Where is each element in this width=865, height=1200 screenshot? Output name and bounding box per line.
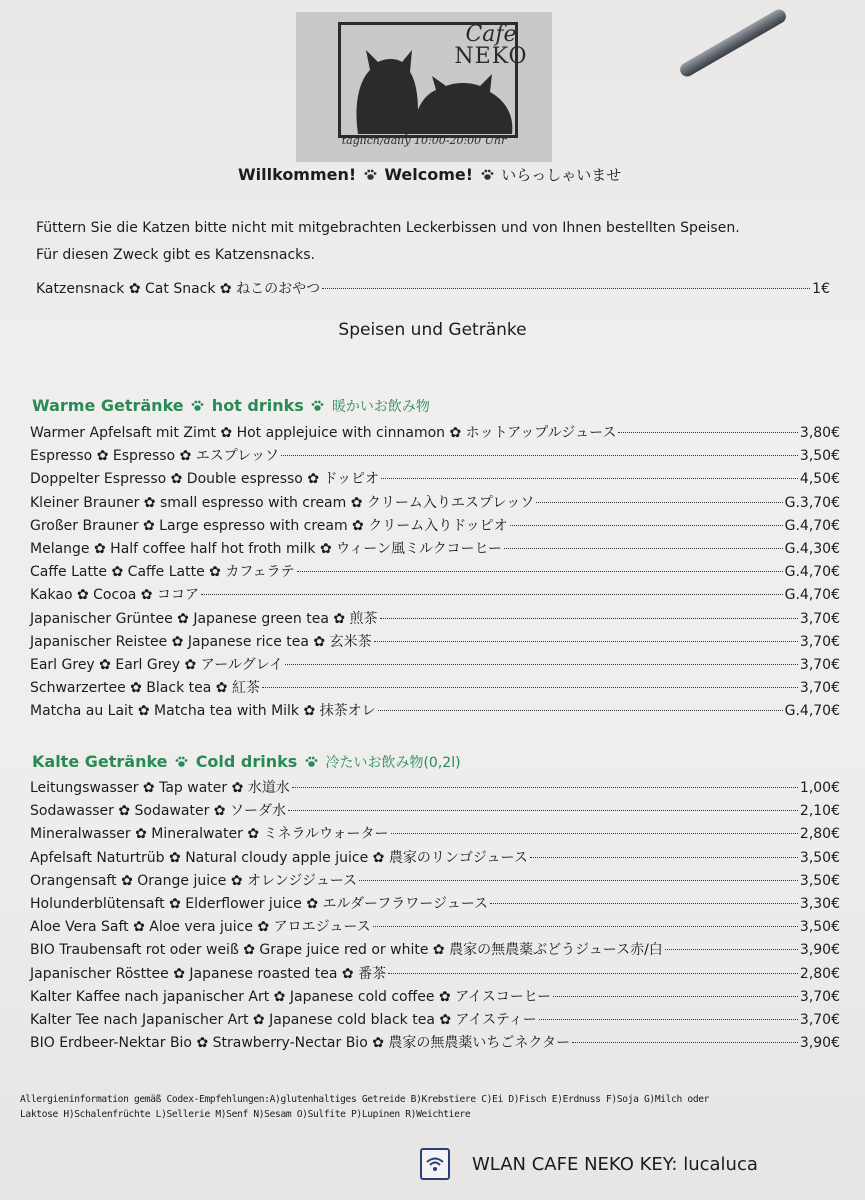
- item-price: G.4,30€: [784, 540, 840, 557]
- item-price: G.4,70€: [784, 564, 840, 581]
- menu-item-row: [30, 515, 840, 538]
- paw-icon: [175, 756, 188, 768]
- dot-leader: [381, 478, 798, 479]
- item-price: 3,90€: [799, 942, 840, 959]
- item-name: Orangensaft ✿ Orange juice ✿ オレンジジュース: [30, 872, 358, 889]
- menu-item-row: [30, 468, 840, 491]
- warm-drinks-heading: [32, 396, 430, 416]
- item-price: 3,70€: [799, 610, 840, 627]
- item-price: 2,80€: [799, 826, 840, 843]
- notice-line-1: Füttern Sie die Katzen bitte nicht mit mitgebrachten Leckerbissen und von Ihnen bestellten Speisen.: [36, 220, 740, 236]
- wlan-label: WLAN CAFE NEKO KEY:: [472, 1153, 678, 1175]
- cat-snack-row: [36, 278, 830, 301]
- dot-leader: [201, 594, 783, 595]
- item-name: BIO Traubensaft rot oder weiß ✿ Grape juice red or white ✿ 農家の無農薬ぶどうジュース赤/白: [30, 942, 663, 959]
- item-name: Katzensnack ✿ Cat Snack ✿ ねこのおやつ: [36, 281, 321, 297]
- menu-item-row: [30, 870, 840, 893]
- item-price: G.3,70€: [784, 494, 840, 511]
- welcome-de: Willkommen!: [238, 165, 357, 184]
- dot-leader: [391, 833, 798, 834]
- item-name: Holunderblütensaft ✿ Elderflower juice ✿ エルダーフラワージュース: [30, 895, 489, 912]
- paw-icon: [305, 756, 318, 768]
- dot-leader: [510, 525, 783, 526]
- item-name: Japanischer Rösttee ✿ Japanese roasted tea ✿ 番茶: [30, 965, 387, 982]
- allergen-line-2: Laktose H)Schalenfrüchte L)Sellerie M)Senf N)Sesam O)Sulfite P)Lupinen R)Weichtiere: [20, 1109, 471, 1120]
- dot-leader: [359, 880, 798, 881]
- wifi-icon: [420, 1148, 450, 1180]
- item-price: 3,70€: [799, 988, 840, 1005]
- menu-item-row: [30, 584, 840, 607]
- item-name: Schwarzertee ✿ Black tea ✿ 紅茶: [30, 680, 260, 697]
- dot-leader: [378, 710, 783, 711]
- dot-leader: [285, 664, 798, 665]
- dot-leader: [388, 973, 798, 974]
- item-name: Melange ✿ Half coffee half hot froth milk ✿ ウィーン風ミルクコーヒー: [30, 540, 502, 557]
- warm-drinks-list: [30, 422, 840, 723]
- dot-leader: [322, 288, 810, 289]
- item-name: BIO Erdbeer-Nektar Bio ✿ Strawberry-Nectar Bio ✿ 農家の無農薬いちごネクター: [30, 1035, 571, 1052]
- item-name: Apfelsaft Naturtrüb ✿ Natural cloudy apple juice ✿ 農家のリンゴジュース: [30, 849, 528, 866]
- menu-item-row: [30, 422, 840, 445]
- item-name: Espresso ✿ Espresso ✿ エスプレッソ: [30, 448, 280, 465]
- welcome-en: Welcome!: [384, 165, 474, 184]
- paw-icon: [481, 169, 494, 181]
- menu-item-row: [30, 631, 840, 654]
- item-price: 3,50€: [799, 849, 840, 866]
- dot-leader: [262, 687, 798, 688]
- logo-title-line1: Cafe: [465, 22, 517, 47]
- dot-leader: [536, 502, 782, 503]
- paw-icon: [364, 169, 377, 181]
- item-price: G.4,70€: [784, 587, 840, 604]
- item-price: 3,70€: [799, 1011, 840, 1028]
- item-name: Earl Grey ✿ Earl Grey ✿ アールグレイ: [30, 656, 284, 673]
- feeding-notice: [36, 218, 836, 265]
- menu-item-row: [30, 445, 840, 468]
- item-price: 3,70€: [799, 656, 840, 673]
- logo-title-line2: NEKO: [454, 44, 528, 69]
- wlan-key: lucaluca: [683, 1153, 758, 1175]
- menu-item-row: [30, 800, 840, 823]
- menu-item-row: [30, 777, 840, 800]
- dot-leader: [292, 787, 798, 788]
- item-price: G.4,70€: [784, 517, 840, 534]
- cafe-logo: [296, 12, 552, 162]
- menu-item-row: [30, 986, 840, 1009]
- item-name: Kleiner Brauner ✿ small espresso with cream ✿ クリーム入りエスプレッソ: [30, 494, 535, 511]
- menu-item-row: [30, 847, 840, 870]
- wlan-info: [420, 1148, 758, 1180]
- item-name: Doppelter Espresso ✿ Double espresso ✿ ドッピオ: [30, 471, 379, 488]
- item-price: 3,80€: [799, 425, 840, 441]
- dot-leader: [281, 455, 798, 456]
- heading-en: hot drinks: [211, 396, 304, 415]
- dot-leader: [374, 641, 798, 642]
- item-price: 3,50€: [799, 872, 840, 889]
- menu-item-row: [30, 561, 840, 584]
- item-price: 3,70€: [799, 633, 840, 650]
- item-name: Caffe Latte ✿ Caffe Latte ✿ カフェラテ: [30, 564, 295, 581]
- dot-leader: [373, 926, 798, 927]
- menu-item-row: [30, 492, 840, 515]
- item-price: 4,50€: [799, 471, 840, 488]
- dot-leader: [665, 949, 798, 950]
- menu-item-row: [30, 608, 840, 631]
- item-price: G.4,70€: [784, 703, 840, 720]
- pen-object: [678, 7, 789, 79]
- item-price: 2,80€: [799, 965, 840, 982]
- dot-leader: [288, 810, 798, 811]
- menu-item-row: [30, 654, 840, 677]
- item-name: Mineralwasser ✿ Mineralwater ✿ ミネラルウォーター: [30, 826, 389, 843]
- item-name: Kakao ✿ Cocoa ✿ ココア: [30, 587, 199, 604]
- menu-item-row: [30, 963, 840, 986]
- menu-item-row: [30, 823, 840, 846]
- item-price: 1,00€: [799, 780, 840, 796]
- menu-item-row: [30, 538, 840, 561]
- paw-icon: [191, 400, 204, 412]
- menu-item-row: [30, 939, 840, 962]
- item-name: Kalter Kaffee nach japanischer Art ✿ Japanese cold coffee ✿ アイスコーヒー: [30, 988, 552, 1005]
- item-name: Warmer Apfelsaft mit Zimt ✿ Hot applejuice with cinnamon ✿ ホットアップルジュース: [30, 425, 617, 441]
- dot-leader: [530, 857, 798, 858]
- item-price: 3,30€: [799, 895, 840, 912]
- item-name: Matcha au Lait ✿ Matcha tea with Milk ✿ 抹茶オレ: [30, 703, 376, 720]
- opening-hours: täglich/daily 10:00-20:00 Uhr: [341, 134, 507, 147]
- dot-leader: [539, 1019, 798, 1020]
- menu-item-row: [30, 1032, 840, 1055]
- dot-leader: [380, 618, 798, 619]
- menu-item-row: [30, 916, 840, 939]
- dot-leader: [572, 1042, 798, 1043]
- menu-item-row: [30, 700, 840, 723]
- item-price: 1€: [812, 281, 830, 297]
- item-name: Japanischer Reistee ✿ Japanese rice tea ✿ 玄米茶: [30, 633, 372, 650]
- section-title: Speisen und Getränke: [338, 320, 527, 340]
- logo-title: [432, 24, 550, 68]
- item-price: 3,90€: [799, 1035, 840, 1052]
- heading-en: Cold drinks: [195, 752, 298, 771]
- item-price: 2,10€: [799, 803, 840, 820]
- dot-leader: [490, 903, 798, 904]
- heading-jp: 冷たいお飲み物(0,2l): [325, 755, 461, 771]
- item-name: Sodawasser ✿ Sodawater ✿ ソーダ水: [30, 803, 286, 820]
- item-name: Kalter Tee nach Japanischer Art ✿ Japanese cold black tea ✿ アイスティー: [30, 1011, 537, 1028]
- allergen-info: [20, 1092, 820, 1122]
- welcome-line: [238, 164, 621, 185]
- menu-item-row: [30, 677, 840, 700]
- item-price: 3,70€: [799, 680, 840, 697]
- dot-leader: [297, 571, 783, 572]
- heading-de: Kalte Getränke: [32, 752, 168, 771]
- notice-line-2: Für diesen Zweck gibt es Katzensnacks.: [36, 247, 315, 263]
- cold-drinks-list: [30, 777, 840, 1055]
- item-name: Aloe Vera Saft ✿ Aloe vera juice ✿ アロエジュース: [30, 919, 371, 936]
- cold-drinks-heading: [32, 752, 461, 772]
- dot-leader: [618, 432, 798, 433]
- item-name: Leitungswasser ✿ Tap water ✿ 水道水: [30, 780, 290, 796]
- menu-item-row: [30, 1009, 840, 1032]
- heading-de: Warme Getränke: [32, 396, 184, 415]
- allergen-line-1: Allergieninformation gemäß Codex-Empfehlungen:A)glutenhaltiges Getreide B)Krebstiere C)Ei D)Fisch E)Erdnuss F)Soja G)Milch oder: [20, 1094, 710, 1105]
- dot-leader: [504, 548, 783, 549]
- welcome-jp: いらっしゃいませ: [501, 166, 622, 184]
- dot-leader: [553, 996, 798, 997]
- item-name: Großer Brauner ✿ Large espresso with cream ✿ クリーム入りドッピオ: [30, 517, 508, 534]
- menu-item-row: [30, 893, 840, 916]
- paw-icon: [311, 400, 324, 412]
- item-price: 3,50€: [799, 919, 840, 936]
- heading-jp: 暖かいお飲み物: [331, 399, 430, 415]
- item-price: 3,50€: [799, 448, 840, 465]
- item-name: Japanischer Grüntee ✿ Japanese green tea ✿ 煎茶: [30, 610, 378, 627]
